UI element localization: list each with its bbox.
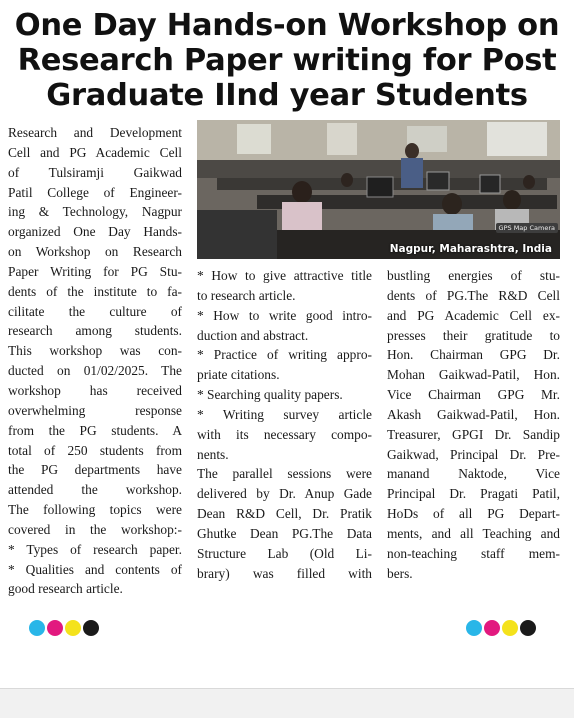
headline-line-2: Research Paper writing for Post <box>17 43 557 78</box>
text-line: from the PG students. A <box>8 422 182 438</box>
text-line: non-teaching staff mem- <box>387 545 560 561</box>
article-column-2 <box>197 266 372 584</box>
text-line: and PG Academic Cell ex- <box>387 307 560 323</box>
text-line: Gaikwad, Principal Dr. Pre- <box>387 446 560 462</box>
text-line: workshop has received <box>8 382 182 398</box>
text-line: Akash Gaikwad-Patil, Hon. <box>387 406 560 422</box>
workshop-photo <box>197 120 560 259</box>
bottom-bar <box>0 688 574 718</box>
registration-marks-left <box>29 620 99 636</box>
computer-lab-scene <box>197 120 560 259</box>
text-line: organized One Day Hands- <box>8 224 182 240</box>
text-line: * Writing survey article <box>197 406 372 422</box>
text-line: nents. <box>197 446 229 462</box>
text-line: Dean R&D Cell, Dr. Pratik <box>197 506 372 522</box>
gps-stamp: GPS Map Camera <box>496 223 558 233</box>
text-line: Treasurer, GPGI Dr. Sandip <box>387 426 560 442</box>
text-line: of Tulsiramji Gaikwad <box>8 164 182 180</box>
text-line: * Qualities and contents of <box>8 561 182 577</box>
text-line: ing & Technology, Nagpur <box>8 204 182 220</box>
text-line: bustling energies of stu- <box>387 268 560 283</box>
article-column-3 <box>387 266 560 584</box>
text-line: * Searching quality papers. <box>197 387 343 403</box>
text-line: Paper Writing for PG Stu- <box>8 263 182 279</box>
text-line: Principal Dr. Pragati Patil, <box>387 486 560 502</box>
text-line: The parallel sessions were <box>197 466 372 482</box>
text-line: Patil College of Engineer- <box>8 184 182 200</box>
registration-marks-right <box>466 620 536 636</box>
yellow-dot <box>65 620 81 636</box>
text-line: ducted on 01/02/2025. The <box>8 363 182 379</box>
text-line: on Workshop on Research <box>8 244 182 260</box>
text-line: * How to write good intro- <box>197 307 372 323</box>
article-column-1 <box>8 123 182 599</box>
text-line: Research and Development <box>8 125 182 140</box>
magenta-dot <box>47 620 63 636</box>
photo-location-caption: Nagpur, Maharashtra, India <box>389 243 552 255</box>
black-dot <box>83 620 99 636</box>
text-line: ments, and all Teaching and <box>387 525 560 541</box>
text-line: good research article. <box>8 581 123 597</box>
text-line: to research article. <box>197 287 296 303</box>
headline <box>0 8 574 113</box>
black-dot <box>520 620 536 636</box>
text-line: attended the workshop. <box>8 482 182 498</box>
text-line: cilitate the culture of <box>8 303 182 319</box>
text-line: Ghutke Dean PG.The Data <box>197 525 372 541</box>
text-line: Structure Lab (Old Li- <box>197 545 372 561</box>
text-line: brary) was filled with <box>197 565 372 581</box>
text-line: research among students. <box>8 323 182 339</box>
text-line: overwhelming response <box>8 402 182 418</box>
text-line: Mohan Gaikwad-Patil, Hon. <box>387 367 560 383</box>
headline-line-3: Graduate IInd year Students <box>46 78 528 113</box>
text-line: dents of the institute to fa- <box>8 283 182 299</box>
text-line: presses their gratitude to <box>387 327 560 343</box>
text-line: the PG departments have <box>8 462 182 478</box>
yellow-dot <box>502 620 518 636</box>
text-line: This workshop was con- <box>8 343 182 359</box>
text-line: priate citations. <box>197 367 280 383</box>
text-line: bers. <box>387 565 413 581</box>
text-line: HoDs of all PG Depart- <box>387 506 560 522</box>
text-line: with its necessary compo- <box>197 426 372 442</box>
text-line: * Practice of writing appro- <box>197 347 372 363</box>
text-line: * How to give attractive title <box>197 268 372 283</box>
text-line: duction and abstract. <box>197 327 309 343</box>
magenta-dot <box>484 620 500 636</box>
text-line: The following topics were <box>8 502 182 518</box>
headline-line-1: One Day Hands-on Workshop on <box>14 8 560 43</box>
cyan-dot <box>29 620 45 636</box>
text-line: delivered by Dr. Anup Gade <box>197 486 372 502</box>
text-line: * Types of research paper. <box>8 541 182 557</box>
text-line: Hon. Chairman GPG Dr. <box>387 347 560 363</box>
cyan-dot <box>466 620 482 636</box>
text-line: manand Naktode, Vice <box>387 466 560 482</box>
text-line: dents of PG.The R&D Cell <box>387 287 560 303</box>
text-line: Cell and PG Academic Cell <box>8 144 182 160</box>
text-line: total of 250 students from <box>8 442 182 458</box>
text-line: Vice Chairman GPG Mr. <box>387 387 560 403</box>
text-line: covered in the workshop:- <box>8 521 182 537</box>
